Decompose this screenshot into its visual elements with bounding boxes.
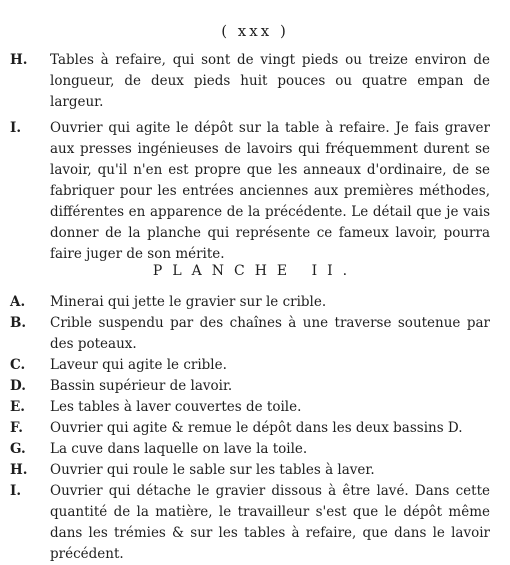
item-text: Ouvrier qui agite le dépôt sur la table à refaire. Je fais graver aux presses ingénieuses de lavoirs qui fréquemment durent se lavoir, qu'il n'en est propre que les anneaux d'ordinaire, de se fabriquer pour les entrées anciennes aux premières méthodes, différentes en apparence de la précédente. Le détail que je vais donner de la planche qui représente ce fameux lavoir, pourra faire juger de son mérite. xyxy=(50,120,490,262)
item-letter: C. xyxy=(10,357,26,373)
item-letter: H. xyxy=(10,462,28,478)
list-item xyxy=(10,118,490,265)
list-item xyxy=(10,292,490,313)
item-text: Les tables à laver couvertes de toile. xyxy=(50,399,302,415)
item-text: Bassin supérieur de lavoir. xyxy=(50,378,233,394)
item-text: Ouvrier qui agite & remue le dépôt dans les deux bassins D. xyxy=(50,420,463,436)
item-letter: G. xyxy=(10,441,26,457)
item-letter: E. xyxy=(10,399,25,415)
item-letter: I. xyxy=(10,483,22,499)
item-letter: F. xyxy=(10,420,23,436)
list-item xyxy=(10,313,490,355)
item-letter: I. xyxy=(10,120,22,136)
item-text: Ouvrier qui roule le sable sur les tables à laver. xyxy=(50,462,375,478)
item-text: Tables à refaire, qui sont de vingt pieds ou treize environ de longueur, de deux pieds huit pouces ou quatre empan de largeur. xyxy=(50,52,490,110)
item-text: La cuve dans laquelle on lave la toile. xyxy=(50,441,308,457)
item-letter: D. xyxy=(10,378,26,394)
list-item xyxy=(10,460,490,481)
page-header: ( xxx ) xyxy=(221,22,289,40)
item-text: Crible suspendu par des chaînes à une traverse soutenue par des poteaux. xyxy=(50,315,490,352)
list-item xyxy=(10,376,490,397)
list-item xyxy=(10,355,490,376)
list-item xyxy=(10,50,490,113)
item-text: Laveur qui agite le crible. xyxy=(50,357,227,373)
list-item xyxy=(10,397,490,418)
list-item xyxy=(10,439,490,460)
item-letter: H. xyxy=(10,52,28,68)
list-item xyxy=(10,481,490,565)
item-text: Ouvrier qui détache le gravier dissous à être lavé. Dans cette quantité de la matière, le travailleur s'est que le dépôt même dans les trémies & sur les tables à refaire, que dans le lavoir précédent. xyxy=(50,483,490,562)
plate-title: PLANCHE II. xyxy=(152,263,358,279)
item-letter: A. xyxy=(10,294,26,310)
item-letter: B. xyxy=(10,315,27,331)
list-item xyxy=(10,418,490,439)
item-text: Minerai qui jette le gravier sur le crible. xyxy=(50,294,327,310)
